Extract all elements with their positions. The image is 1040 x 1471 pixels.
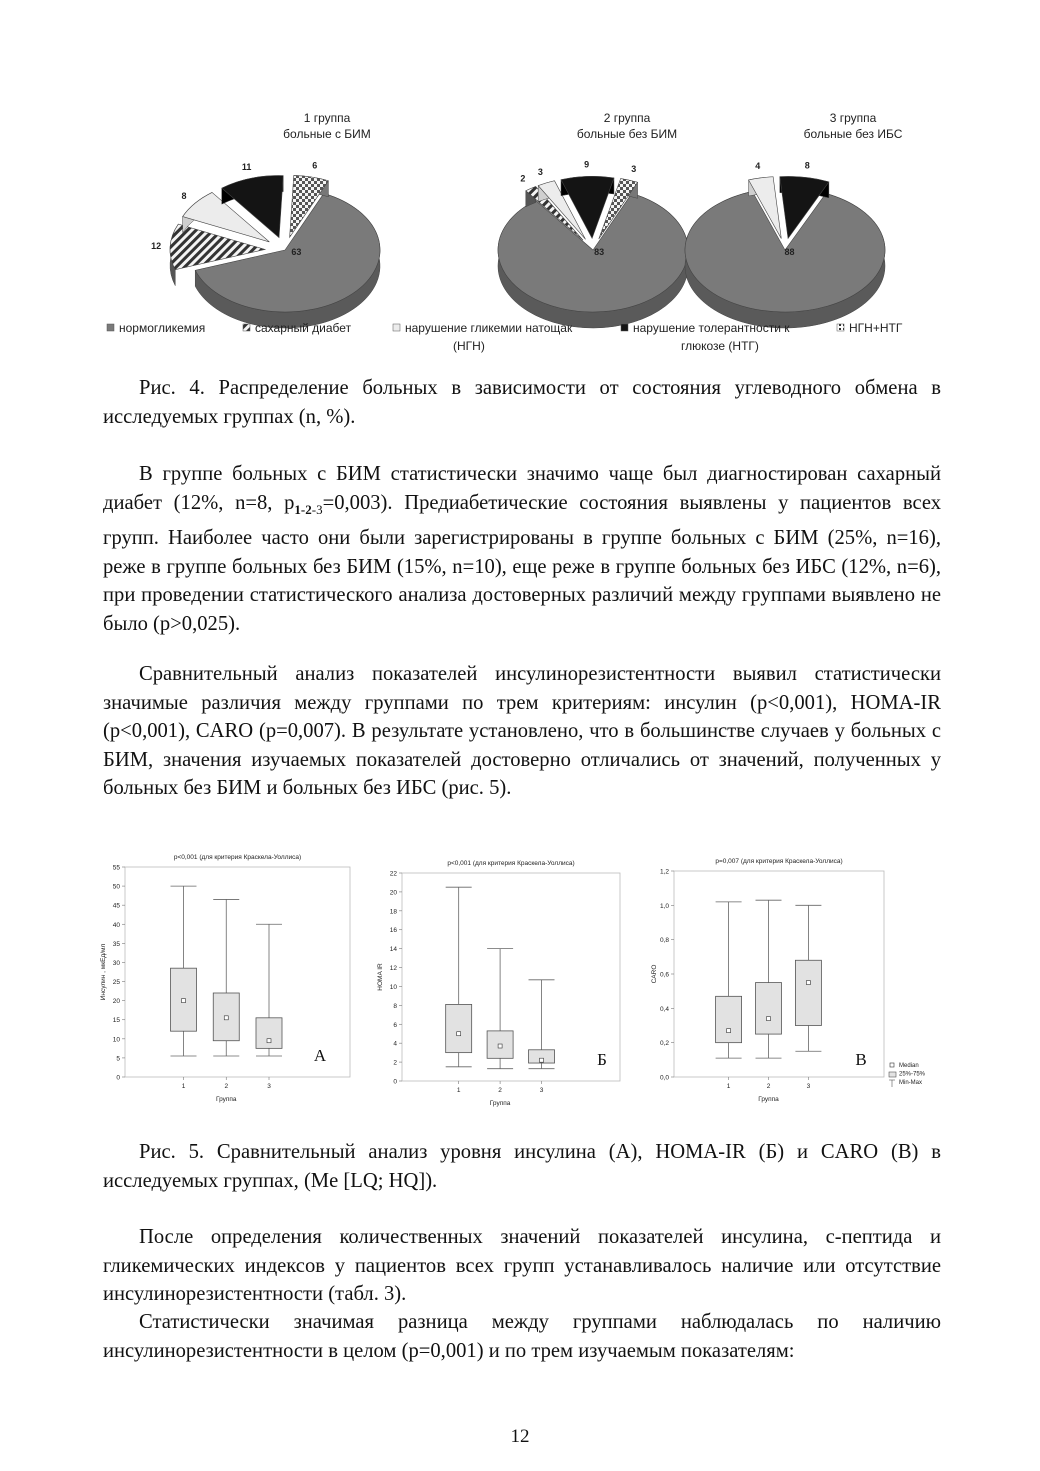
plot-frame-3 [674,871,884,1077]
paragraph-1 [103,460,941,639]
pie-1-value-5: 6 [312,160,318,171]
box-3-group-1 [716,902,742,1080]
ytick-label-1-6: 30 [112,959,120,967]
paragraph-1-sub-bold: 1-2 [294,501,312,517]
median-marker [727,1029,731,1033]
legend-swatch-5 [837,324,844,331]
ytick-label-1-8: 40 [112,921,120,929]
page-number: 12 [510,1426,530,1447]
paragraph-3: После определения количественных значений показателей инсулина, с-пептида и гликемических индексов у пациентов всех групп устанавливалось наличие или отсутствие инсулинорезистентности (табл. 3). [103,1226,941,1306]
panel-letter-1: А [313,1046,327,1065]
pie-1-value-2: 12 [151,241,162,252]
xtick-label-1-1: 1 [181,1083,186,1090]
ytick-label-2-8: 16 [389,927,397,935]
legend-swatch-2 [243,324,250,331]
legend-label-2: 25%-75% [899,1071,926,1078]
median-marker [457,1032,461,1036]
xtick-label-2-1: 1 [456,1087,461,1094]
ytick-label-1-5: 25 [112,979,120,987]
legend-label-3: Min-Max [899,1080,923,1086]
ytick-label-2-10: 20 [389,889,397,897]
ytick-label-2-4: 8 [393,1002,397,1010]
legend-label-2-line-1: сахарный диабет [255,321,352,335]
box-2-group-2 [487,949,513,1084]
ytick-label-2-2: 4 [393,1040,397,1048]
boxplot-1-title: p<0,001 (для критерия Краскела-Уоллиса) [173,854,302,861]
pie-2-value-4: 9 [584,159,590,170]
box-1-group-2 [213,899,239,1080]
xtick-label-1-2: 2 [224,1083,229,1090]
median-marker [540,1058,544,1062]
xtick-label-3-3: 3 [806,1083,811,1090]
pie-3-title-line-1: 3 группа [829,111,877,125]
ytick-label-1-0: 0 [116,1074,120,1082]
pie-3-value-1: 88 [784,247,795,257]
median-marker [267,1039,271,1043]
pie-2-value-5: 3 [631,163,637,174]
pie-2-value-3: 3 [537,167,543,178]
box-iqr [446,1004,472,1052]
boxplot-1-ylabel: Инсулин , мкЕд/мл [100,943,107,1001]
paragraph-4: Статистически значимая разница между группами наблюдалась по наличию инсулинорезистентности в целом (p=0,001) и по трем изучаемым показателям: [103,1311,941,1362]
median-marker [767,1017,771,1021]
ytick-label-1-7: 35 [112,940,120,948]
pie-group-2 [498,111,688,328]
legend-swatch-1 [107,324,114,331]
pie-3-value-4: 8 [804,160,810,171]
box-2-group-3 [529,980,555,1084]
pie-1-title-line-2: больные с БИМ [283,127,371,141]
panel-letter-3: В [855,1050,867,1069]
pie-1-value-1: 63 [291,247,302,257]
box-iqr [756,983,782,1035]
ytick-label-1-4: 20 [112,998,120,1006]
xtick-label-3-2: 2 [766,1083,771,1090]
pie-1-value-3: 8 [181,190,187,201]
legend-label-5-line-1: НГН+НТГ [849,321,903,335]
legend-iqr-swatch [889,1072,896,1077]
boxplot-2-title: p<0,001 (для критерия Краскела-Уоллиса) [447,860,575,867]
figure4-caption: Рис. 4. Распределение больных в зависимости от состояния углеводного обмена в исследуемых группах (n, %). [103,377,941,428]
pie-3-title-line-2: больные без ИБС [803,127,903,141]
box-1-group-3 [256,924,282,1080]
ytick-label-2-1: 2 [393,1059,397,1067]
legend-label-1: Median [899,1063,919,1069]
ytick-label-2-9: 18 [389,908,397,916]
figure4-pie-charts [95,100,945,362]
panel-letter-2: Б [597,1050,607,1069]
boxplot-caro [646,845,946,1113]
ytick-label-2-5: 10 [389,983,397,991]
legend-label-3-line-2: (НГН) [453,339,485,353]
xtick-label-2-3: 3 [539,1087,544,1094]
legend-median-swatch [890,1063,894,1067]
ytick-label-3-4: 0,8 [659,937,669,945]
ytick-label-3-3: 0,6 [659,971,669,979]
median-marker [182,999,186,1003]
ytick-label-3-0: 0,0 [659,1074,669,1082]
box-iqr [795,960,821,1025]
box-1-group-1 [171,886,197,1080]
ytick-label-1-2: 10 [112,1036,120,1044]
ytick-label-3-5: 1,0 [659,902,669,910]
paragraph-1-sub-plain: -3 [311,501,323,517]
legend-label-1-line-1: нормогликемия [119,321,206,335]
box-2-group-1 [446,887,472,1084]
median-marker [806,981,810,985]
boxplot-3-ylabel: CARO [651,964,658,984]
legend-label-3-line-1: нарушение гликемии натощак [405,321,573,335]
legend-swatch-4 [621,324,628,331]
figure5-caption: Рис. 5. Сравнительный анализ уровня инсулина (А), HOMA-IR (Б) и CARO (В) в исследуемых группах, (Me [LQ; HQ]). [103,1141,941,1192]
median-marker [498,1044,502,1048]
legend-label-4-line-1: нарушение толерантности к [633,321,790,335]
ytick-label-2-11: 22 [389,870,397,878]
boxplot-3-title: p=0,007 (для критерия Краскела-Уоллиса) [715,858,843,865]
boxplot-2-ylabel: HOMA IR [377,963,384,991]
boxplot-3-xlabel: Группа [758,1096,779,1103]
box-3-group-2 [756,900,782,1080]
xtick-label-3-1: 1 [726,1083,731,1090]
boxplot-insulin [95,845,360,1113]
pie-1-title-line-1: 1 группа [303,111,351,125]
paragraph-2: Сравнительный анализ показателей инсулинорезистентности выявил статистически значимые различия между группами по трем критериям: инсулин (p<0,001), HOMA-IR (p<0,001), CARO (p=0,007). В результате установлено, что в большинстве случаев у больных с БИМ, значения изучаемых показателей достоверно отличались от значений, полученных у больных без БИМ и больных без ИБС (рис. 5). [103,663,941,800]
ytick-label-1-3: 15 [112,1017,120,1025]
ytick-label-3-6: 1,2 [659,868,669,876]
ytick-label-1-1: 5 [116,1055,120,1063]
ytick-label-2-6: 12 [389,965,397,973]
box-iqr [716,996,742,1042]
boxplot-2-xlabel: Группа [489,1100,511,1107]
ytick-label-2-3: 6 [393,1021,397,1029]
xtick-label-1-3: 3 [267,1083,271,1090]
ytick-label-2-7: 14 [389,946,397,954]
boxplot-1-xlabel: Группа [215,1096,237,1103]
ytick-label-3-1: 0,2 [659,1040,669,1048]
box-iqr [256,1018,282,1049]
pie-group-3 [685,111,903,328]
paragraph-1-part-b: =0,003). Предиабетические состояния выявлены у пациентов всех групп. Наиболее часто они были зарегистрированы в группе больных с БИМ (25%, n=16), реже в группе больных без БИМ (15%, n=10), еще реже в группе больных без ИБС (12%, n=6), при проведении статистического анализа достоверных различий между группами выявлено не было (p>0,025). [103,491,942,636]
pie-2-title-line-1: 2 группа [603,111,651,125]
pie-group-1 [151,111,380,328]
ytick-label-3-2: 0,4 [659,1005,669,1013]
boxplot-homa-ir [372,845,634,1113]
xtick-label-2-2: 2 [498,1087,502,1094]
paragraph-1-part-a: В группе больных с БИМ статистически значимо чаще был диагностирован сахарный диабет (12%, n=8, p [103,463,941,514]
pie-3-value-3: 4 [755,161,761,172]
pie-2-value-1: 83 [594,247,605,257]
ytick-label-1-10: 50 [112,883,120,891]
ytick-label-1-11: 55 [112,864,120,872]
pie-2-title-line-2: больные без БИМ [576,127,678,141]
ytick-label-2-0: 0 [393,1078,397,1086]
box-3-group-3 [795,905,821,1080]
median-marker [224,1016,228,1020]
pie-1-value-4: 11 [241,161,252,172]
ytick-label-1-9: 45 [112,902,120,910]
pie-2-value-2: 2 [520,173,526,184]
legend-label-4-line-2: глюкозе (НТГ) [681,339,759,353]
legend-swatch-3 [393,324,400,331]
